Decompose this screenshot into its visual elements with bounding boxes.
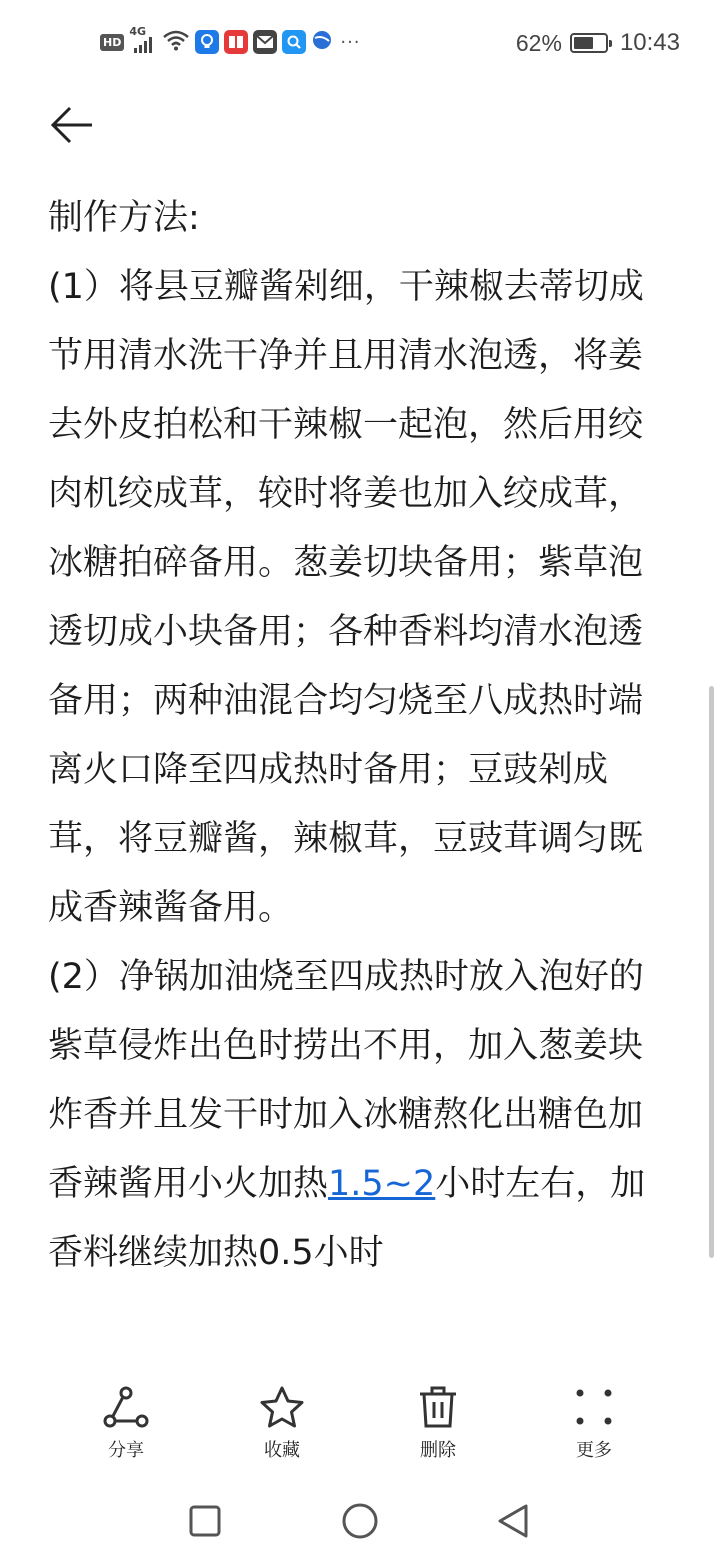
note-step-2 [48, 943, 668, 1288]
note-content[interactable] [48, 184, 668, 1288]
hd-badge: HD [100, 34, 124, 51]
back-arrow-icon [50, 105, 94, 145]
mail-app-icon [253, 30, 277, 54]
back-button[interactable] [44, 100, 100, 150]
globe-app-icon [311, 29, 333, 55]
note-step-2-tail: 小时左右，加香料继续加热0.5小时 [48, 1164, 646, 1273]
signal-icon [129, 25, 157, 55]
action-bar [48, 1382, 672, 1472]
more-button[interactable] [516, 1382, 672, 1472]
search-app-icon [282, 30, 306, 54]
network-type: 4G [129, 25, 147, 38]
lightbulb-app-icon [195, 30, 219, 54]
status-bar [0, 0, 720, 86]
delete-label: 删除 [420, 1440, 456, 1461]
navigation-bar [0, 1490, 720, 1550]
more-label: 更多 [576, 1440, 612, 1461]
delete-button[interactable] [360, 1382, 516, 1472]
square-icon [188, 1504, 222, 1538]
duration-link[interactable]: 1.5~2 [328, 1164, 436, 1204]
scrollbar[interactable] [709, 686, 714, 1258]
share-label: 分享 [108, 1440, 144, 1461]
more-dots-icon [574, 1387, 614, 1427]
note-step-2-text: (2）净锅加油烧至四成热时放入泡好的紫草侵炸出色时捞出不用，加入葱姜块炸香并且发干时加入冰糖熬化出糖色加香辣酱用小火加热 [48, 957, 644, 1204]
home-button[interactable] [335, 1496, 385, 1546]
note-step-1: (1）将县豆瓣酱剁细，干辣椒去蒂切成节用清水洗干净并且用清水泡透，将姜去外皮拍松和干辣椒一起泡，然后用绞肉机绞成茸，较时将姜也加入绞成茸，冰糖拍碎备用。葱姜切块备用；紫草泡透切成小块备用；各种香料均清水泡透备用；两种油混合均匀烧至八成热时端离火口降至四成热时备用；豆豉剁成茸，将豆瓣酱，辣椒茸，豆豉茸调匀既成香辣酱备用。 [48, 267, 644, 928]
circle-icon [341, 1502, 379, 1540]
back-nav-button[interactable] [488, 1496, 538, 1546]
battery-icon [570, 33, 608, 53]
battery-level [574, 37, 593, 49]
status-icons-left [100, 25, 361, 56]
note-heading: 制作方法: [48, 198, 200, 238]
battery-percent: 62% [515, 29, 562, 56]
recents-button[interactable] [180, 1496, 230, 1546]
more-notifications-icon: ··· [340, 31, 361, 53]
trash-icon [417, 1385, 459, 1429]
favorite-button[interactable] [204, 1382, 360, 1472]
wifi-icon [162, 29, 190, 55]
status-icons-right [516, 28, 680, 58]
share-icon [102, 1385, 150, 1429]
clock: 10:43 [619, 29, 680, 56]
favorite-label: 收藏 [264, 1440, 300, 1461]
triangle-back-icon [496, 1503, 530, 1539]
share-button[interactable] [48, 1382, 204, 1472]
book-app-icon [224, 30, 248, 54]
star-icon [259, 1385, 305, 1429]
